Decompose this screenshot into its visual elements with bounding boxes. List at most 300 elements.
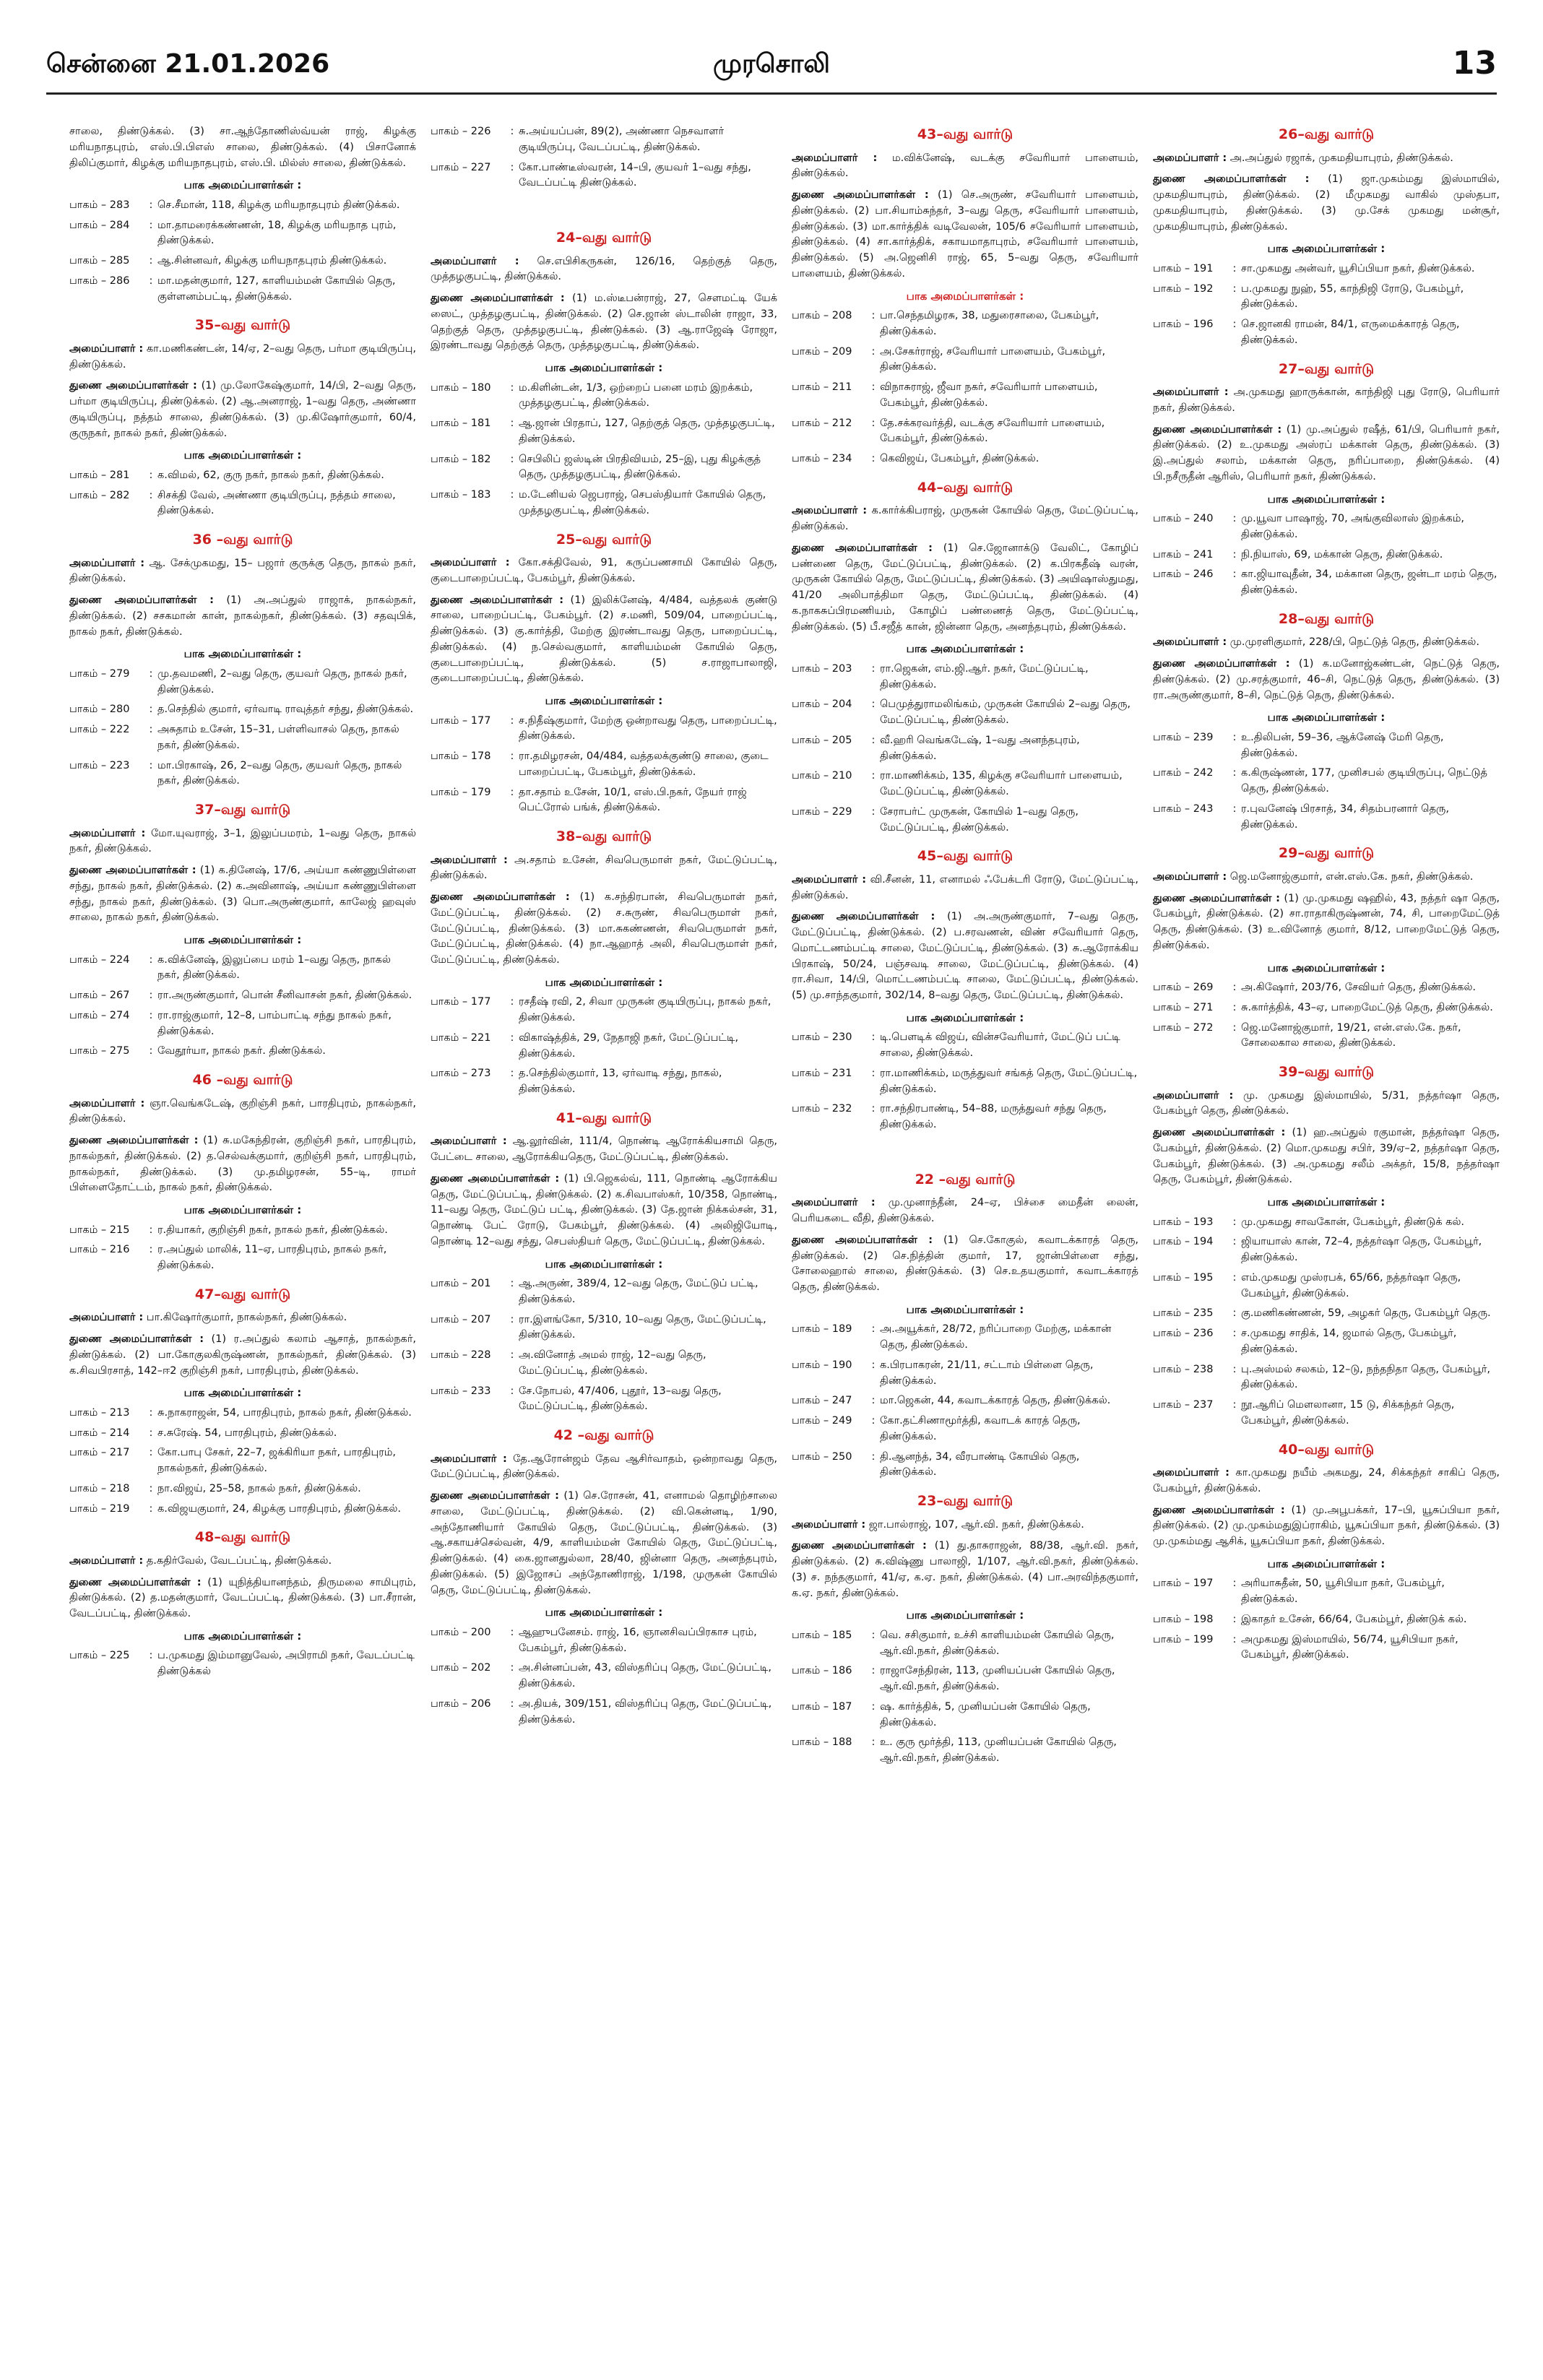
booth-agent: கோ.பாண்டீஸ்வரன், 14–பி, குயவர் 1–வது சந்து, வேடப்பட்டி திண்டுக்கல். <box>519 161 751 189</box>
booth-entry <box>69 1502 416 1518</box>
section-subheading: பாக அமைப்பாளர்கள் : <box>183 1629 302 1643</box>
booth-entry <box>431 1697 777 1728</box>
separator: : <box>149 1427 153 1439</box>
booth-entry <box>69 953 416 985</box>
booth-entry <box>69 722 416 754</box>
booth-agent: செபிலிப் ஜஸ்டின் பிரதிவியம், 25–இ, புது கிழக்குத் தெரு, முத்தழகுபட்டி, திண்டுக்கல். <box>519 453 761 481</box>
separator: : <box>149 1650 153 1662</box>
organizer-entry <box>792 188 1138 282</box>
booth-agent: அ.வினோத் அமல் ராஜ், 12–வது தெரு, மேட்டுப்பட்டி, திண்டுக்கல். <box>519 1349 706 1377</box>
section-subheading: பாக அமைப்பாளர்கள் : <box>1267 492 1386 506</box>
booth-agent: அரியாசுதீன், 50, யூசிபியா நகர், பேகம்பூர், திண்டுக்கல். <box>1241 1578 1445 1605</box>
separator: : <box>149 1045 153 1057</box>
booth-number: பாகம் – 177 <box>431 996 491 1008</box>
role-label: துணை அமைப்பாளர்கள் : <box>431 293 565 304</box>
section-subheading: பாக அமைப்பாளர்கள் : <box>183 449 302 462</box>
ward-heading: 41–வது வார்டு <box>556 1109 652 1126</box>
organizer-entry <box>431 890 777 969</box>
role-label: அமைப்பாளர் : <box>431 1135 507 1148</box>
organizer-entry <box>431 254 777 286</box>
booth-number: பாகம் – 210 <box>792 770 852 782</box>
booth-agent: க.பிரபாகரன், 21/11, சட்டாம் பிள்ளை தெரு, திண்டுக்கல். <box>880 1359 1094 1387</box>
organizer-entry <box>431 1452 777 1484</box>
section-subheading: பாக அமைப்பாளர்கள் : <box>183 178 302 192</box>
booth-entry <box>431 1312 777 1344</box>
ward-heading: 47–வது வார்டு <box>194 1286 291 1302</box>
booth-agent: ரசதீஷ் ரவி, 2, சிவா முருகன் குடியிருப்பு, நாகல் நகர், திண்டுக்கல். <box>519 996 772 1024</box>
separator: : <box>1232 1021 1237 1034</box>
separator: : <box>1232 1216 1237 1228</box>
booth-entry <box>792 733 1138 765</box>
booth-number: பாகம் – 190 <box>792 1359 852 1371</box>
booth-agent: இகாதர் உசேன், 66/64, பேகம்பூர், திண்டுக் கல். <box>1241 1613 1467 1625</box>
booth-agent: சிசக்தி வேல், அண்ணா குடியிருப்பு, நத்தம் சாலை, திண்டுக்கல். <box>157 489 396 517</box>
separator: : <box>510 1068 514 1080</box>
role-label: அமைப்பாளர் : <box>792 505 868 517</box>
role-label: அமைப்பாளர் : <box>69 1097 145 1109</box>
booth-agent: ப.முகமது இம்மானுவேல், அபிராமி நகர், வேடப்பட்டி திண்டுக்கல் <box>157 1650 415 1677</box>
section-subheading: பாக அமைப்பாளர்கள் : <box>545 1606 663 1619</box>
ward-heading: 36 –வது வார்டு <box>192 532 293 548</box>
booth-number: பாகம் – 195 <box>1153 1271 1214 1284</box>
booth-number: பாகம் – 180 <box>431 381 491 394</box>
entry-text: (1) ஜா.முகம்மது இஸ்மாயில், முகமதியாபுரம், திண்டுக்கல். (2) மீமுகமது வாகில் முஸ்தபா, முகமதியாபுரம், திண்டுக்கல். (3) மு.சேக் முகமது மன்சூர், முகமதியாபுரம், திண்டுக்கல். <box>1153 173 1500 233</box>
role-label: துணை அமைப்பாளர்கள் : <box>1153 892 1280 904</box>
separator: : <box>149 1009 153 1021</box>
separator: : <box>510 453 514 465</box>
section-subheading: பாக அமைப்பாளர்கள் : <box>545 1257 663 1271</box>
ward-heading: 42 –வது வார்டு <box>553 1427 654 1443</box>
organizer-entry <box>69 1133 416 1196</box>
booth-number: பாகம் – 182 <box>431 453 491 465</box>
role-label: துணை அமைப்பாளர்கள் : <box>792 1234 933 1246</box>
booth-agent: ஜியாயாஸ் கான், 72–4, நத்தர்ஷா தெரு, பேகம்பூர், திண்டுக்கல். <box>1241 1236 1482 1263</box>
entry-text: கா.மணிகண்டன், 14/ஏ, 2–வது தெரு, பர்மா குடியிருப்பு, திண்டுக்கல். <box>69 342 416 371</box>
separator: : <box>871 1700 876 1713</box>
separator: : <box>871 770 876 782</box>
booth-agent: ச.முகமது சாதிக், 14, ஜமால் தெரு, பேகம்பூர், திண்டுக்கல். <box>1241 1328 1457 1355</box>
booth-entry <box>1153 511 1500 543</box>
booth-number: பாகம் – 250 <box>792 1450 852 1463</box>
booth-number: பாகம் – 282 <box>69 489 130 501</box>
separator: : <box>149 990 153 1001</box>
newspaper-title: முரசொலி <box>713 49 830 79</box>
separator: : <box>1232 319 1237 330</box>
entry-text: (1) து.தாசுராஜன், 88/38, ஆர்.வி. நகர், திண்டுக்கல். (2) சு.விஷ்ணு பாலாஜி, 1/107, ஆர்.வி.நகர், திண்டுக்கல். (3) ச. நந்தகுமார், 41/ஏ, க.ஏ. நகர், திண்டுக்கல். (4) பா.அரவிந்தகுமார், க.ஏ. நகர், திண்டுக்கல். <box>792 1540 1138 1599</box>
booth-number: பாகம் – 243 <box>1153 802 1214 815</box>
booth-number: பாகம் – 205 <box>792 734 852 746</box>
organizer-entry <box>69 1575 416 1622</box>
entry-text: ஆ. சேக்முகமது, 15– பஜார் குருக்கு தெரு, நாகல் நகர், திண்டுக்கல். <box>69 557 416 585</box>
organizer-entry <box>792 873 1138 904</box>
booth-agent: ரா.தமிழரசன், 04/484, வத்தலக்குண்டு சாலை, குடை பாறைப்பட்டி, பேகம்பூர், திண்டுக்கல். <box>519 750 769 778</box>
booth-entry <box>431 488 777 519</box>
entry-text: கா.முகமது நயீம் அகமது, 24, சிக்கந்தர் சாகிப் தெரு, பேகம்பூர், திண்டுக்கல். <box>1153 1467 1500 1494</box>
role-label: அமைப்பாளர் : <box>1153 152 1227 164</box>
booth-agent: ரா.இளங்கோ, 5/310, 10–வது தெரு, மேட்டுப்பட்டி, திண்டுக்கல். <box>519 1313 766 1341</box>
booth-entry <box>431 1348 777 1380</box>
booth-entry <box>69 488 416 520</box>
role-label: அமைப்பாளர் : <box>1153 1089 1234 1102</box>
ward-heading: 38–வது வார்டு <box>556 828 652 844</box>
booth-entry <box>792 380 1138 412</box>
booth-entry <box>1153 1632 1500 1664</box>
entry-text: ம.விக்னேஷ், வடக்கு சவேரியார் பாளையம், திண்டுக்கல். <box>792 152 1138 180</box>
booth-agent: மா.மதன்குமார், 127, காளியம்மன் கோயில் தெரு, குள்ளனம்பட்டி, திண்டுக்கல். <box>157 274 396 303</box>
organizer-entry <box>1153 891 1500 954</box>
section-subheading: பாக அமைப்பாளர்கள் : <box>906 642 1024 656</box>
entry-text: (1) மு.முகமது ஷஹில், 43, நத்தர் ஷா தெரு, பேகம்பூர், திண்டுக்கல். (2) சா.ராதாகிருஷ்ணன், 74, சி, பாறைமேட்டுத் தெரு, திண்டுக்கல். (3) உ.வினோத் குமார், 8/12, பாறைமேட்டுத் தெரு, திண்டுக்கல். <box>1153 892 1500 951</box>
booth-entry <box>431 1384 777 1416</box>
separator: : <box>510 1313 514 1325</box>
booth-number: பாகம் – 233 <box>431 1385 491 1397</box>
booth-agent: மு.தவமணி, 2–வது தெரு, குயவர் தெரு, நாகல் நகர், திண்டுக்கல். <box>157 667 407 696</box>
entry-text: (1) செ.அருண், சவேரியார் பாளையம், திண்டுக்கல். (2) பா.சியாம்சுந்தர், 3–வது தெரு, சவேரியார் பாளையம், திண்டுக்கல். (3) மா.கார்த்திக் வடிவேலன், 105/6 சவேரியார் பாளையம், திண்டுக்கல். (4) சா.கார்த்திக், சகாயமாதாபுரம், சவேரியார் பாளையம், திண்டுக்கல். (5) அ.ஜெனிசி ராஜ், 65, 5–வது தெரு, சவேரியார் பாளையம், திண்டுக்கல். <box>792 189 1138 280</box>
booth-number: பாகம் – 285 <box>69 255 130 267</box>
booth-entry <box>431 1031 777 1063</box>
booth-entry <box>431 124 777 156</box>
entry-text: (1) செ.ரோசன், 41, எனாமல் தொழிற்சாலை சாலை, மேட்டுப்பட்டி, திண்டுக்கல். (2) வி.கென்னடி, 1/90, அந்தோணியார் கோயில் தெரு, மேட்டுப்பட்டி, திண்டுக்கல். (3) ஆ.சகாயச்செல்வன், 4/9, காளியம்மன் கோயில் தெரு, மேட்டுப்பட்டி, திண்டுக்கல். (4) கை.ஜானதுல்லா, 28/40, ஜின்னா தெரு, அனந்தபுரம், திண்டுக்கல். (5) இஜோசப் அந்தோணிராஜ், 1/198, முருகன் கோயில் தெரு, மேட்டுப்பட்டி, திண்டுக்கல். <box>431 1490 777 1596</box>
booth-entry <box>69 1426 416 1442</box>
booth-number: பாகம் – 274 <box>69 1009 130 1021</box>
booth-entry <box>792 451 1138 467</box>
organizer-entry <box>792 1539 1138 1601</box>
role-label: அமைப்பாளர் : <box>69 1312 144 1324</box>
booth-agent: கோ.பாபு சேகர், 22–7, ஜக்கிரியா நகர், பாரதிபுரம், நாகல்நகர், திண்டுக்கல். <box>157 1447 397 1474</box>
booth-number: பாகம் – 267 <box>69 990 130 1001</box>
organizer-entry <box>431 1172 777 1250</box>
booth-number: பாகம் – 240 <box>1153 513 1214 524</box>
separator: : <box>1232 548 1237 561</box>
separator: : <box>149 1406 153 1419</box>
booth-entry <box>1153 261 1500 277</box>
section-subheading: பாக அமைப்பாளர்கள் : <box>183 647 302 661</box>
booth-number: பாகம் – 279 <box>69 667 130 680</box>
booth-entry <box>792 345 1138 376</box>
role-label: அமைப்பாளர் : <box>69 1554 144 1567</box>
booth-number: பாகம் – 227 <box>431 161 491 173</box>
organizer-entry <box>792 151 1138 183</box>
role-label: துணை அமைப்பாளர்கள் : <box>431 1490 559 1502</box>
booth-number: பாகம் – 208 <box>792 310 852 321</box>
booth-agent: சு.அய்யப்பன், 89(2), அண்ணா நெசவாளர் குடியிருப்பு, வேடப்பட்டி, திண்டுக்கல். <box>519 126 725 153</box>
role-label: அமைப்பாளர் : <box>1153 636 1227 649</box>
separator: : <box>510 381 514 394</box>
separator: : <box>1232 1001 1237 1013</box>
booth-agent: ரா.ராஜ்குமார், 12–8, பாம்பாட்டி சந்து நாகல் நகர், திண்டுக்கல். <box>157 1009 392 1037</box>
separator: : <box>149 953 153 966</box>
booth-number: பாகம் – 235 <box>1153 1307 1214 1320</box>
organizer-entry <box>792 909 1138 1004</box>
booth-agent: வேதூர்யா, நாகல் நகர். திண்டுக்கல். <box>157 1045 326 1057</box>
booth-number: பாகம் – 193 <box>1153 1216 1214 1228</box>
booth-entry <box>1153 1362 1500 1394</box>
booth-agent: தா.சதாம் உசேன், 10/1, எஸ்.பி.நகர், நேயர் ராஜ் பெட்ரோல் பங்க், திண்டுக்கல். <box>519 786 747 814</box>
booth-agent: ரா.மாணிக்கம், மருத்துவர் சங்கத் தெரு, மேட்டுப்பட்டி, திண்டுக்கல். <box>880 1067 1138 1095</box>
separator: : <box>510 161 514 173</box>
booth-agent: ர.அப்துல் மாலிக், 11–ஏ, பாரதிபுரம், நாகல் நகர், திண்டுக்கல். <box>157 1244 387 1271</box>
booth-number: பாகம் – 194 <box>1153 1236 1214 1248</box>
masthead <box>46 45 1497 95</box>
booth-number: பாகம் – 226 <box>431 126 491 137</box>
separator: : <box>871 1067 876 1079</box>
separator: : <box>149 274 153 287</box>
booth-agent: டி.பௌடிக் விஜய், வின்சவேரியார், மேட்டுப் பட்டி சாலை, திண்டுக்கல். <box>880 1031 1120 1059</box>
role-label: அமைப்பாளர் : <box>69 557 144 569</box>
organizer-entry <box>69 1310 416 1326</box>
section-subheading: பாக அமைப்பாளர்கள் : <box>1267 242 1386 256</box>
booth-entry <box>792 308 1138 340</box>
separator: : <box>871 1395 876 1407</box>
page-number: 13 <box>1452 45 1497 82</box>
booth-number: பாகம் – 241 <box>1153 548 1214 561</box>
role-label: அமைப்பாளர் : <box>69 342 144 355</box>
separator: : <box>1232 1399 1237 1411</box>
entry-text: கோ.சக்திவேல், 91, கருப்பணசாமி கோயில் தெரு, குடைபாறைப்பட்டி, பேகம்பூர், திண்டுக்கல். <box>431 557 777 584</box>
entry-text: (1) ஹ.அப்துல் ரகுமான், நத்தர்ஷா தெரு, பேகம்பூர், திண்டுக்கல். (2) மொ.முகமது சபிர், 39/ஏ–2, நத்தர்ஷா தெரு, பேகம்பூர், திண்டுக்கல். (3) அ.முகமது சலீம் அக்தர், 15/8, நத்தர்ஷா தெரு, பேகம்பூர், திண்டுக்கல். <box>1153 1127 1500 1186</box>
separator: : <box>510 1626 514 1638</box>
section-subheading: பாக அமைப்பாளர்கள் : <box>906 289 1024 303</box>
organizer-entry <box>431 1489 777 1598</box>
booth-agent: த.செந்தில் குமார், ஏர்வாடி ராவுத்தர் சந்து, திண்டுக்கல். <box>157 704 414 716</box>
booth-entry <box>1153 1271 1500 1302</box>
booth-agent: ஜெ.மனோஜ்குமார், 19/21, என்.எஸ்.கே. நகர், சோலைகால சாலை, திண்டுக்கல். <box>1241 1021 1461 1050</box>
booth-entry <box>69 1648 416 1680</box>
organizer-entry <box>792 1195 1138 1227</box>
booth-agent: ஆ.சின்னவர், கிழக்கு மரியநாதபுரம் திண்டுக்கல். <box>157 255 387 267</box>
booth-entry <box>1153 567 1500 599</box>
booth-entry <box>792 697 1138 729</box>
booth-number: பாகம் – 239 <box>1153 731 1214 743</box>
booth-number: பாகம் – 204 <box>792 698 852 711</box>
booth-agent: எம்.முகமது முஸ்ரபக், 65/66, நத்தர்ஷா தெரு, பேகம்பூர், திண்டுக்கல். <box>1241 1271 1461 1299</box>
separator: : <box>1232 1328 1237 1339</box>
entry-text: தே.ஆரோன்ஜம் தேவ ஆசிர்வாதம், ஒன்றாவது தெரு, மேட்டுப்பட்டி, திண்டுக்கல். <box>431 1453 777 1481</box>
booth-entry <box>431 785 777 817</box>
entry-text: மு. முகமது இஸ்மாயில், 5/31, நத்தர்ஷா தெரு, பேகம்பூர் தெரு, திண்டுக்கல். <box>1153 1089 1500 1117</box>
separator: : <box>1232 513 1237 524</box>
separator: : <box>1232 568 1237 581</box>
organizer-entry <box>69 378 416 441</box>
booth-agent: கெவிஜய், பேகம்பூர், திண்டுக்கல். <box>880 453 1040 464</box>
booth-agent: மா.ஜெகன், 44, கவாடக்காரத் தெரு, திண்டுக்கல். <box>880 1395 1111 1407</box>
organizer-entry <box>431 593 777 688</box>
organizer-entry <box>1153 657 1500 704</box>
booth-number: பாகம் – 219 <box>69 1502 130 1515</box>
booth-entry <box>1153 1215 1500 1231</box>
article-columns <box>69 124 1500 2349</box>
ward-heading: 48–வது வார்டு <box>194 1529 291 1546</box>
separator: : <box>871 1359 876 1371</box>
entry-text: (1) க.தினேஷ், 17/6, அய்யா கண்ணுபிள்ளை சந்து, நாகல் நகர், திண்டுக்கல். (2) க.அவினாஷ், அய்யா கண்ணுபிள்ளை சந்து, நாகல் நகர், திண்டுக்கல். (3) பொ.அருண்குமார், காலேஜ் ஹவுஸ் சாலை, நாகல் நகர், திண்டுக்கல். <box>69 865 416 924</box>
separator: : <box>1232 1363 1237 1375</box>
section-subheading: பாக அமைப்பாளர்கள் : <box>1267 711 1386 724</box>
booth-agent: ச.சுரேஷ். 54, பாரதிபுரம், திண்டுக்கல். <box>157 1427 337 1439</box>
booth-entry <box>431 1625 777 1657</box>
booth-entry <box>69 758 416 790</box>
booth-number: பாகம் – 187 <box>792 1700 852 1713</box>
booth-number: பாகம் – 229 <box>792 805 852 818</box>
booth-number: பாகம் – 200 <box>431 1626 491 1638</box>
separator: : <box>1232 767 1237 779</box>
booth-number: பாகம் – 206 <box>431 1697 491 1710</box>
spacer <box>431 196 777 217</box>
booth-number: பாகம் – 178 <box>431 750 491 762</box>
ward-heading: 29–வது வார்டு <box>1278 845 1375 862</box>
ward-heading: 35–வது வார்டு <box>194 317 291 334</box>
booth-number: பாகம் – 188 <box>792 1736 852 1749</box>
booth-number: பாகம் – 222 <box>69 724 130 735</box>
booth-number: பாகம் – 192 <box>1153 282 1214 295</box>
separator: : <box>149 199 153 211</box>
organizer-entry <box>792 541 1138 636</box>
separator: : <box>510 714 514 727</box>
separator: : <box>510 489 514 501</box>
booth-number: பாகம் – 207 <box>431 1313 491 1325</box>
separator: : <box>871 1103 876 1115</box>
entry-text: (1) க.மனோஜ்கண்டன், நெட்டுத் தெரு, திண்டுக்கல். (2) மு.சரத்குமார், 46–சி, நெட்டுத் தெரு, திண்டுக்கல். (3) ரா.அருண்குமார், 8–சி, நெட்டுத் தெரு, திண்டுக்கல். <box>1153 658 1500 701</box>
separator: : <box>510 417 514 429</box>
separator: : <box>1232 1307 1237 1320</box>
separator: : <box>1232 802 1237 815</box>
booth-agent: ரா.சந்திரபாண்டி, 54–88, மருத்துவர் சந்து தெரு, திண்டுக்கல். <box>880 1103 1107 1130</box>
booth-entry <box>1153 802 1500 834</box>
ward-heading: 45–வது வார்டு <box>917 848 1013 865</box>
ward-heading: 39–வது வார்டு <box>1278 1064 1375 1080</box>
booth-entry <box>1153 766 1500 797</box>
booth-number: பாகம் – 224 <box>69 953 130 966</box>
organizer-entry <box>431 1134 777 1166</box>
separator: : <box>1232 731 1237 743</box>
booth-number: பாகம் – 186 <box>792 1665 852 1677</box>
section-subheading: பாக அமைப்பாளர்கள் : <box>906 1609 1024 1622</box>
booth-agent: சேராபர்ட் முருகன், கோயில் 1–வது தெரு, மேட்டுப்பட்டி, திண்டுக்கல். <box>880 805 1079 834</box>
section-subheading: பாக அமைப்பாளர்கள் : <box>183 1203 302 1216</box>
booth-entry <box>431 160 777 192</box>
booth-entry <box>1153 730 1500 762</box>
separator: : <box>149 1482 153 1494</box>
booth-entry <box>69 274 416 306</box>
booth-agent: ஆஹுபனேசம். ராஜ், 16, ஞானசிவப்பிரகாச புரம், பேகம்பூர், திண்டுக்கல். <box>519 1626 757 1654</box>
separator: : <box>871 417 876 429</box>
separator: : <box>871 345 876 358</box>
separator: : <box>149 704 153 716</box>
column-2 <box>431 124 777 2349</box>
entry-text: அ.முகமது ஹாருக்கான், காந்திஜி புது ரோடு, பெரியார் நகர், திண்டுக்கல். <box>1153 386 1500 414</box>
separator: : <box>149 667 153 680</box>
booth-entry <box>69 218 416 250</box>
booth-agent: ரா.மாணிக்கம், 135, கிழக்கு சவேரியார் பாளையம், மேட்டுப்பட்டி, திண்டுக்கல். <box>880 770 1123 797</box>
booth-entry <box>792 1030 1138 1062</box>
separator: : <box>871 310 876 321</box>
entry-text: (1) அ.அருண்குமார், 7–வது தெரு, மேட்டுப்பட்டி, திண்டுக்கல். (2) ப.சரவணன், விண் சவேரியார் தெரு, மொட்டணம்பட்டி சாலை, மேட்டுப்பட்டி, திண்டுக்கல். (3) சு.ஆரோக்கிய பிரகாஷ், 50/24, பஞ்சவடி சாலை, மேட்டுப்பட்டி, திண்டுக்கல். (4) ரா.சிவா, 14/பி, மொட்டணம்பட்டி சாலை, மேட்டுப்பட்டி, திண்டுக்கல். (5) மு.சாந்தகுமார், 302/14, 8–வது தெரு, மேட்டுப்பட்டி, திண்டுக்கல். <box>792 911 1138 1001</box>
role-label: அமைப்பாளர் : <box>792 873 867 886</box>
booth-agent: நி.நியாஸ், 69, மக்கான் தெரு, திண்டுக்கல். <box>1241 548 1443 561</box>
booth-entry <box>1153 1000 1500 1016</box>
booth-number: பாகம் – 217 <box>69 1447 130 1459</box>
separator: : <box>510 786 514 798</box>
booth-number: பாகம் – 236 <box>1153 1328 1214 1339</box>
booth-number: பாகம் – 271 <box>1153 1001 1214 1013</box>
text-paragraph <box>69 124 416 171</box>
booth-entry <box>431 995 777 1026</box>
booth-number: பாகம் – 202 <box>431 1662 491 1674</box>
separator: : <box>1232 1271 1237 1284</box>
booth-number: பாகம் – 280 <box>69 704 130 716</box>
separator: : <box>149 489 153 501</box>
booth-agent: ரா.அருண்குமார், பொன் சீனிவாசன் நகர், திண்டுக்கல். <box>157 990 412 1001</box>
ward-heading: 25–வது வார்டு <box>556 531 652 548</box>
separator: : <box>871 1665 876 1677</box>
separator: : <box>510 1662 514 1674</box>
booth-number: பாகம் – 283 <box>69 199 130 211</box>
booth-entry <box>792 1358 1138 1390</box>
booth-entry <box>431 452 777 484</box>
organizer-entry <box>431 555 777 587</box>
separator: : <box>1232 1236 1237 1248</box>
role-label: துணை அமைப்பாளர்கள் : <box>1153 1127 1286 1138</box>
booth-number: பாகம் – 249 <box>792 1415 852 1427</box>
booth-entry <box>69 468 416 484</box>
separator: : <box>510 1349 514 1361</box>
separator: : <box>510 1278 514 1289</box>
booth-agent: ர.தியாகர், குறிஞ்சி நகர், நாகல் நகர், திண்டுக்கல். <box>157 1224 388 1236</box>
organizer-entry <box>1153 1503 1500 1550</box>
booth-agent: க.கிருஷ்ணன், 177, முனிசபல் குடியிருப்பு, நெட்டுத் தெரு, திண்டுக்கல். <box>1241 767 1487 795</box>
organizer-entry <box>792 503 1138 535</box>
separator: : <box>871 453 876 464</box>
role-label: துணை அமைப்பாளர்கள் : <box>69 1576 202 1588</box>
ward-heading: 44–வது வார்டு <box>917 479 1013 496</box>
entry-text: ஆ.லூர்வின், 111/4, நொண்டி ஆரோக்கியசாமி தெரு, பேட்டை சாலை, ஆரோக்கியதெரு, மேட்டுப்பட்டி, திண்டுக்கல். <box>431 1135 777 1163</box>
section-subheading: பாக அமைப்பாளர்கள் : <box>1267 1557 1386 1570</box>
entry-text: செ.எபிசிகருகன், 126/16, தெற்குத் தெரு, முத்தழகுபட்டி, திண்டுக்கல். <box>431 255 777 283</box>
entry-text: ஜா.பால்ராஜ், 107, ஆர்.வி. நகர், திண்டுக்கல். <box>868 1518 1084 1531</box>
separator: : <box>510 1697 514 1710</box>
entry-text: (1) மு.அப்துல் ரஷீத், 61/பி, பெரியார் நகர், திண்டுக்கல். (2) உ.முகமது அஸ்ரப் மக்கான் தெரு, திண்டுக்கல். (3) இ.அப்துல் சலாம், மக்கான் தெரு, நரிப்பாறை, திண்டுக்கல். (4) பி.நசீருதீன் ஆரிஸ், பெரியார் நகர், திண்டுக்கல். <box>1153 423 1500 483</box>
booth-agent: விநாசுராஜ், ஜீவா நகர், சவேரியார் பாளையம், பேகம்பூர், திண்டுக்கல். <box>880 381 1098 409</box>
entry-text: க.கார்க்கிபராஜ், முருகன் கோயில் தெரு, மேட்டுப்பட்டி, திண்டுக்கல். <box>792 505 1138 532</box>
booth-agent: மா.பிரகாஷ், 26, 2–வது தெரு, குயவர் தெரு, நாகல் நகர், திண்டுக்கல். <box>157 759 402 787</box>
booth-entry <box>1153 1398 1500 1429</box>
booth-agent: நா.விஜய், 25–58, நாகல் நகர், திண்டுக்கல். <box>157 1482 361 1494</box>
role-label: அமைப்பாளர் : <box>431 557 510 568</box>
booth-number: பாகம் – 246 <box>1153 568 1214 581</box>
booth-entry <box>792 769 1138 800</box>
booth-agent: தி.ஆனந்த், 34, வீரபாண்டி கோயில் தெரு, திண்டுக்கல். <box>880 1450 1080 1479</box>
organizer-entry <box>69 342 416 373</box>
separator: : <box>1232 282 1237 295</box>
booth-number: பாகம் – 218 <box>69 1482 130 1494</box>
booth-number: பாகம் – 275 <box>69 1045 130 1057</box>
booth-number: பாகம் – 197 <box>1153 1578 1214 1590</box>
booth-agent: செ.சீமான், 118, கிழக்கு மரியநாதபுரம் திண்டுக்கல். <box>157 199 400 211</box>
section-subheading: பாக அமைப்பாளர்கள் : <box>545 361 663 374</box>
booth-entry <box>69 1008 416 1040</box>
booth-entry <box>1153 317 1500 349</box>
entry-text: மு.முனாந்தீன், 24–ஏ, பிச்சை மைதீன் லைன், பெரியகடை வீதி, திண்டுக்கல். <box>792 1197 1138 1224</box>
organizer-entry <box>431 853 777 885</box>
booth-agent: வெ. சசிகுமார், உச்சி காளியம்மன் கோயில் தெரு, ஆர்.வி.நகர், திண்டுக்கல். <box>880 1629 1115 1657</box>
booth-entry <box>1153 548 1500 563</box>
booth-entry <box>69 1481 416 1497</box>
booth-agent: க.விஜயகுமார், 24, கிழக்கு பாரதிபுரம், திண்டுக்கல். <box>157 1502 402 1515</box>
booth-number: பாகம் – 191 <box>1153 262 1214 274</box>
booth-agent: செ.ஜானகி ராமன், 84/1, எருமைக்காரத் தெரு, திண்டுக்கல். <box>1241 319 1460 346</box>
role-label: அமைப்பாளர் : <box>431 854 508 866</box>
ward-heading: 24–வது வார்டு <box>556 230 652 246</box>
booth-entry <box>792 1735 1138 1767</box>
